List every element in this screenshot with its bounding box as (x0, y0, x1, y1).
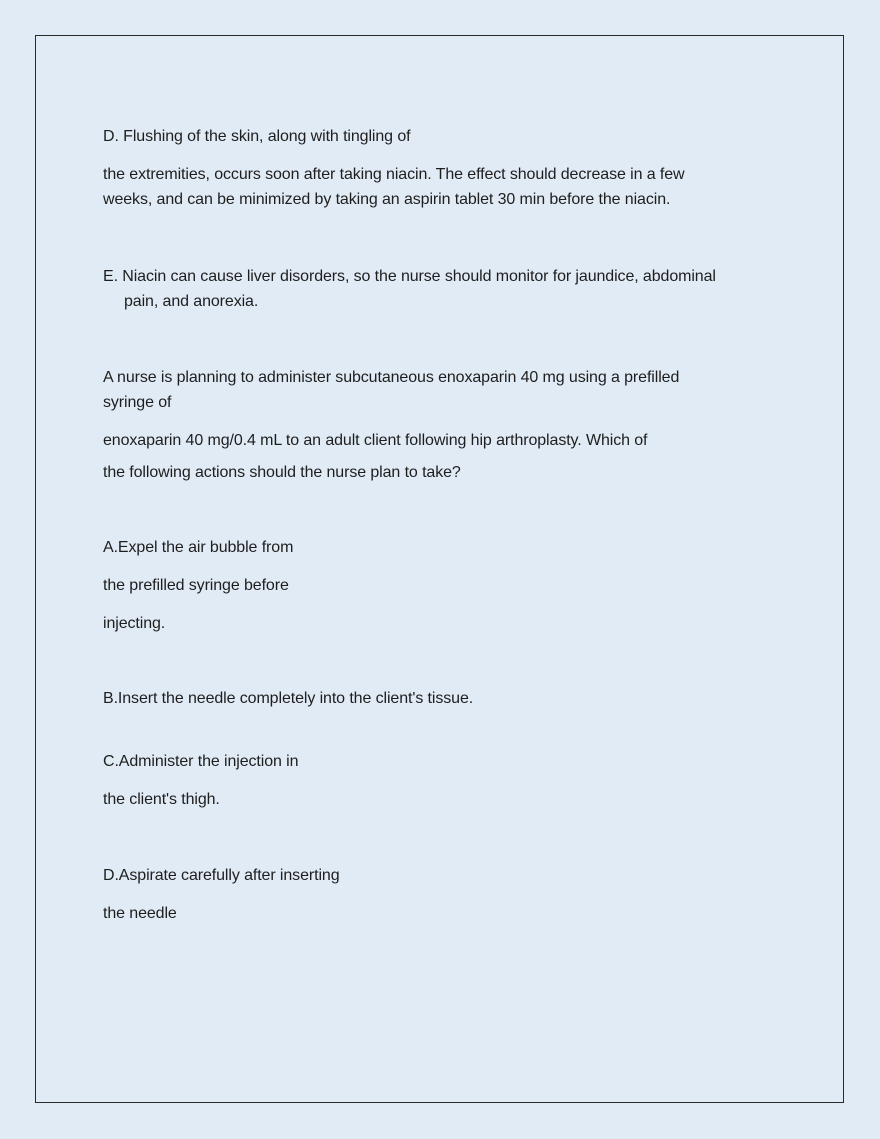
option-a-line-1: A.Expel the air bubble from (103, 539, 294, 556)
rationale-e-line-2: pain, and anorexia. (124, 293, 259, 310)
question-line-3: enoxaparin 40 mg/0.4 mL to an adult client following hip arthroplasty. Which of (103, 432, 648, 449)
rationale-d-line-1: D. Flushing of the skin, along with tingling of (103, 128, 411, 145)
question-line-4: the following actions should the nurse plan to take? (103, 464, 461, 481)
rationale-d-line-2: the extremities, occurs soon after taking niacin. The effect should decrease in a few (103, 166, 685, 183)
question-line-1: A nurse is planning to administer subcutaneous enoxaparin 40 mg using a prefilled (103, 369, 680, 386)
option-d-line-2: the needle (103, 905, 177, 922)
option-b-line-1: B.Insert the needle completely into the client's tissue. (103, 690, 474, 707)
document-page (35, 35, 844, 1103)
rationale-d-line-3: weeks, and can be minimized by taking an aspirin tablet 30 min before the niacin. (103, 191, 671, 208)
rationale-e-line-1: E. Niacin can cause liver disorders, so the nurse should monitor for jaundice, abdominal (103, 268, 716, 285)
option-c-line-1: C.Administer the injection in (103, 753, 299, 770)
question-line-2: syringe of (103, 394, 172, 411)
option-a-line-3: injecting. (103, 615, 166, 632)
option-a-line-2: the prefilled syringe before (103, 577, 289, 594)
option-d-line-1: D.Aspirate carefully after inserting (103, 867, 340, 884)
option-c-line-2: the client's thigh. (103, 791, 220, 808)
